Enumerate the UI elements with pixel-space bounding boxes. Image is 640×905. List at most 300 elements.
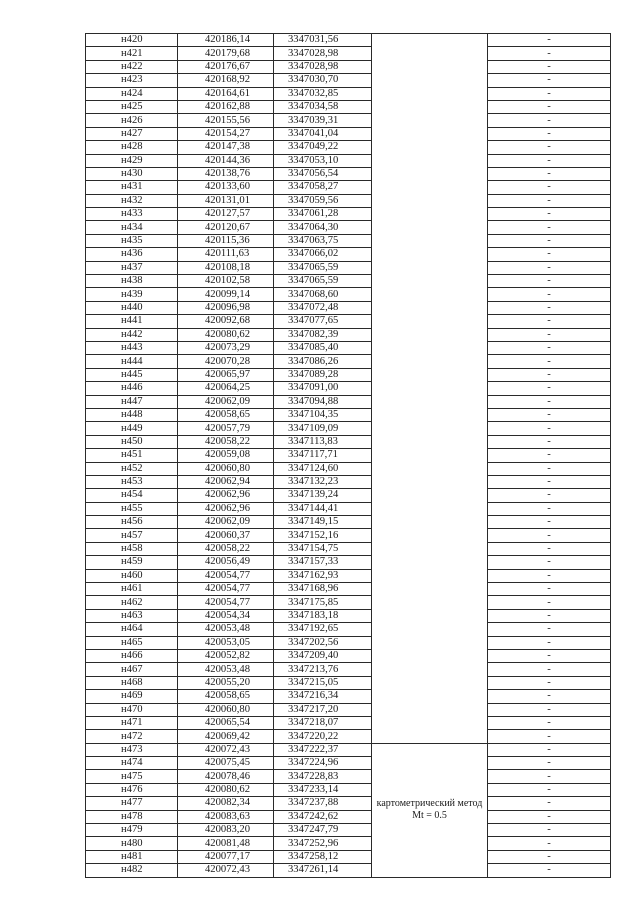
y-coordinate-cell: 3347028,98 xyxy=(274,60,372,73)
y-coordinate-cell: 3347117,71 xyxy=(274,449,372,462)
x-coordinate-cell: 420062,96 xyxy=(178,502,274,515)
accuracy-cell: - xyxy=(488,261,611,274)
accuracy-cell: - xyxy=(488,716,611,729)
accuracy-cell: - xyxy=(488,449,611,462)
table-row xyxy=(86,194,611,207)
accuracy-cell: - xyxy=(488,328,611,341)
accuracy-cell: - xyxy=(488,114,611,127)
y-coordinate-cell: 3347220,22 xyxy=(274,730,372,743)
y-coordinate-cell: 3347065,59 xyxy=(274,261,372,274)
y-coordinate-cell: 3347086,26 xyxy=(274,355,372,368)
y-coordinate-cell: 3347030,70 xyxy=(274,74,372,87)
table-row xyxy=(86,864,611,877)
accuracy-cell: - xyxy=(488,181,611,194)
accuracy-cell: - xyxy=(488,703,611,716)
x-coordinate-cell: 420078,46 xyxy=(178,770,274,783)
accuracy-cell: - xyxy=(488,234,611,247)
y-coordinate-cell: 3347175,85 xyxy=(274,596,372,609)
method-cell xyxy=(372,34,488,744)
x-coordinate-cell: 420054,34 xyxy=(178,609,274,622)
accuracy-cell: - xyxy=(488,596,611,609)
table-row xyxy=(86,181,611,194)
accuracy-cell: - xyxy=(488,315,611,328)
y-coordinate-cell: 3347218,07 xyxy=(274,716,372,729)
accuracy-cell: - xyxy=(488,194,611,207)
x-coordinate-cell: 420077,17 xyxy=(178,850,274,863)
point-name-cell: н434 xyxy=(86,221,178,234)
y-coordinate-cell: 3347077,65 xyxy=(274,315,372,328)
table-row xyxy=(86,154,611,167)
point-name-cell: н440 xyxy=(86,301,178,314)
y-coordinate-cell: 3347031,56 xyxy=(274,34,372,47)
point-name-cell: н477 xyxy=(86,797,178,810)
x-coordinate-cell: 420073,29 xyxy=(178,341,274,354)
y-coordinate-cell: 3347258,12 xyxy=(274,850,372,863)
accuracy-cell: - xyxy=(488,636,611,649)
y-coordinate-cell: 3347162,93 xyxy=(274,569,372,582)
accuracy-cell: - xyxy=(488,355,611,368)
point-name-cell: н463 xyxy=(86,609,178,622)
accuracy-cell: - xyxy=(488,127,611,140)
point-name-cell: н471 xyxy=(86,716,178,729)
x-coordinate-cell: 420072,43 xyxy=(178,743,274,756)
accuracy-cell: - xyxy=(488,810,611,823)
y-coordinate-cell: 3347192,65 xyxy=(274,623,372,636)
accuracy-cell: - xyxy=(488,275,611,288)
x-coordinate-cell: 420102,58 xyxy=(178,275,274,288)
point-name-cell: н474 xyxy=(86,757,178,770)
point-name-cell: н464 xyxy=(86,623,178,636)
point-name-cell: н482 xyxy=(86,864,178,877)
point-name-cell: н450 xyxy=(86,435,178,448)
point-name-cell: н451 xyxy=(86,449,178,462)
table-row xyxy=(86,475,611,488)
accuracy-cell: - xyxy=(488,529,611,542)
x-coordinate-cell: 420064,25 xyxy=(178,382,274,395)
table-row xyxy=(86,824,611,837)
x-coordinate-cell: 420133,60 xyxy=(178,181,274,194)
point-name-cell: н481 xyxy=(86,850,178,863)
accuracy-cell: - xyxy=(488,141,611,154)
point-name-cell: н425 xyxy=(86,100,178,113)
y-coordinate-cell: 3347063,75 xyxy=(274,234,372,247)
table-row xyxy=(86,288,611,301)
table-row xyxy=(86,797,611,810)
y-coordinate-cell: 3347154,75 xyxy=(274,542,372,555)
point-name-cell: н480 xyxy=(86,837,178,850)
y-coordinate-cell: 3347053,10 xyxy=(274,154,372,167)
x-coordinate-cell: 420062,96 xyxy=(178,489,274,502)
table-row xyxy=(86,208,611,221)
x-coordinate-cell: 420092,68 xyxy=(178,315,274,328)
point-name-cell: н428 xyxy=(86,141,178,154)
point-name-cell: н430 xyxy=(86,167,178,180)
accuracy-cell: - xyxy=(488,837,611,850)
point-name-cell: н478 xyxy=(86,810,178,823)
point-name-cell: н460 xyxy=(86,569,178,582)
table-row xyxy=(86,422,611,435)
point-name-cell: н445 xyxy=(86,368,178,381)
x-coordinate-cell: 420058,22 xyxy=(178,542,274,555)
x-coordinate-cell: 420054,77 xyxy=(178,583,274,596)
y-coordinate-cell: 3347215,05 xyxy=(274,676,372,689)
table-row xyxy=(86,395,611,408)
x-coordinate-cell: 420080,62 xyxy=(178,328,274,341)
point-name-cell: н426 xyxy=(86,114,178,127)
y-coordinate-cell: 3347085,40 xyxy=(274,341,372,354)
point-name-cell: н467 xyxy=(86,663,178,676)
table-row xyxy=(86,328,611,341)
accuracy-cell: - xyxy=(488,783,611,796)
table-row xyxy=(86,783,611,796)
x-coordinate-cell: 420055,20 xyxy=(178,676,274,689)
x-coordinate-cell: 420065,54 xyxy=(178,716,274,729)
table-row xyxy=(86,34,611,47)
table-row xyxy=(86,60,611,73)
point-name-cell: н427 xyxy=(86,127,178,140)
table-row xyxy=(86,810,611,823)
point-name-cell: н456 xyxy=(86,516,178,529)
x-coordinate-cell: 420154,27 xyxy=(178,127,274,140)
point-name-cell: н436 xyxy=(86,248,178,261)
x-coordinate-cell: 420096,98 xyxy=(178,301,274,314)
accuracy-cell: - xyxy=(488,743,611,756)
point-name-cell: н422 xyxy=(86,60,178,73)
accuracy-cell: - xyxy=(488,167,611,180)
point-name-cell: н433 xyxy=(86,208,178,221)
accuracy-cell: - xyxy=(488,208,611,221)
accuracy-cell: - xyxy=(488,663,611,676)
table-row xyxy=(86,100,611,113)
table-row xyxy=(86,609,611,622)
table-row xyxy=(86,141,611,154)
x-coordinate-cell: 420062,09 xyxy=(178,395,274,408)
table-row xyxy=(86,368,611,381)
y-coordinate-cell: 3347132,23 xyxy=(274,475,372,488)
point-name-cell: н472 xyxy=(86,730,178,743)
x-coordinate-cell: 420059,08 xyxy=(178,449,274,462)
accuracy-cell: - xyxy=(488,74,611,87)
table-row xyxy=(86,382,611,395)
point-name-cell: н431 xyxy=(86,181,178,194)
accuracy-cell: - xyxy=(488,100,611,113)
x-coordinate-cell: 420056,49 xyxy=(178,556,274,569)
x-coordinate-cell: 420072,43 xyxy=(178,864,274,877)
x-coordinate-cell: 420053,48 xyxy=(178,663,274,676)
table-row xyxy=(86,248,611,261)
x-coordinate-cell: 420075,45 xyxy=(178,757,274,770)
y-coordinate-cell: 3347041,04 xyxy=(274,127,372,140)
accuracy-cell: - xyxy=(488,489,611,502)
point-name-cell: н475 xyxy=(86,770,178,783)
x-coordinate-cell: 420147,38 xyxy=(178,141,274,154)
accuracy-cell: - xyxy=(488,850,611,863)
table-row xyxy=(86,489,611,502)
x-coordinate-cell: 420069,42 xyxy=(178,730,274,743)
x-coordinate-cell: 420111,63 xyxy=(178,248,274,261)
accuracy-cell: - xyxy=(488,395,611,408)
accuracy-cell: - xyxy=(488,47,611,60)
accuracy-cell: - xyxy=(488,676,611,689)
x-coordinate-cell: 420083,63 xyxy=(178,810,274,823)
point-name-cell: н469 xyxy=(86,690,178,703)
y-coordinate-cell: 3347109,09 xyxy=(274,422,372,435)
accuracy-cell: - xyxy=(488,623,611,636)
table-row xyxy=(86,355,611,368)
x-coordinate-cell: 420083,20 xyxy=(178,824,274,837)
table-row xyxy=(86,623,611,636)
point-name-cell: н442 xyxy=(86,328,178,341)
y-coordinate-cell: 3347242,62 xyxy=(274,810,372,823)
table-row xyxy=(86,837,611,850)
table-row xyxy=(86,341,611,354)
y-coordinate-cell: 3347066,02 xyxy=(274,248,372,261)
table-row xyxy=(86,449,611,462)
point-name-cell: н479 xyxy=(86,824,178,837)
point-name-cell: н457 xyxy=(86,529,178,542)
y-coordinate-cell: 3347183,18 xyxy=(274,609,372,622)
table-row xyxy=(86,649,611,662)
accuracy-cell: - xyxy=(488,824,611,837)
point-name-cell: н424 xyxy=(86,87,178,100)
accuracy-cell: - xyxy=(488,609,611,622)
y-coordinate-cell: 3347228,83 xyxy=(274,770,372,783)
point-name-cell: н452 xyxy=(86,462,178,475)
table-row xyxy=(86,542,611,555)
x-coordinate-cell: 420164,61 xyxy=(178,87,274,100)
point-name-cell: н454 xyxy=(86,489,178,502)
x-coordinate-cell: 420179,68 xyxy=(178,47,274,60)
point-name-cell: н461 xyxy=(86,583,178,596)
accuracy-cell: - xyxy=(488,154,611,167)
point-name-cell: н449 xyxy=(86,422,178,435)
y-coordinate-cell: 3347261,14 xyxy=(274,864,372,877)
y-coordinate-cell: 3347252,96 xyxy=(274,837,372,850)
accuracy-cell: - xyxy=(488,422,611,435)
table-row xyxy=(86,87,611,100)
y-coordinate-cell: 3347064,30 xyxy=(274,221,372,234)
y-coordinate-cell: 3347094,88 xyxy=(274,395,372,408)
point-name-cell: н446 xyxy=(86,382,178,395)
table-row xyxy=(86,261,611,274)
point-name-cell: н465 xyxy=(86,636,178,649)
x-coordinate-cell: 420058,65 xyxy=(178,690,274,703)
y-coordinate-cell: 3347144,41 xyxy=(274,502,372,515)
accuracy-cell: - xyxy=(488,87,611,100)
table-row xyxy=(86,596,611,609)
y-coordinate-cell: 3347091,00 xyxy=(274,382,372,395)
accuracy-cell: - xyxy=(488,569,611,582)
point-name-cell: н466 xyxy=(86,649,178,662)
x-coordinate-cell: 420053,05 xyxy=(178,636,274,649)
point-name-cell: н448 xyxy=(86,408,178,421)
y-coordinate-cell: 3347157,33 xyxy=(274,556,372,569)
accuracy-cell: - xyxy=(488,221,611,234)
point-name-cell: н432 xyxy=(86,194,178,207)
accuracy-cell: - xyxy=(488,288,611,301)
y-coordinate-cell: 3347065,59 xyxy=(274,275,372,288)
x-coordinate-cell: 420070,28 xyxy=(178,355,274,368)
point-name-cell: н437 xyxy=(86,261,178,274)
table-row xyxy=(86,74,611,87)
accuracy-cell: - xyxy=(488,408,611,421)
x-coordinate-cell: 420054,77 xyxy=(178,596,274,609)
x-coordinate-cell: 420060,80 xyxy=(178,703,274,716)
accuracy-cell: - xyxy=(488,435,611,448)
accuracy-cell: - xyxy=(488,649,611,662)
x-coordinate-cell: 420062,09 xyxy=(178,516,274,529)
accuracy-cell: - xyxy=(488,690,611,703)
x-coordinate-cell: 420081,48 xyxy=(178,837,274,850)
point-name-cell: н458 xyxy=(86,542,178,555)
x-coordinate-cell: 420052,82 xyxy=(178,649,274,662)
point-name-cell: н470 xyxy=(86,703,178,716)
x-coordinate-cell: 420065,97 xyxy=(178,368,274,381)
x-coordinate-cell: 420144,36 xyxy=(178,154,274,167)
y-coordinate-cell: 3347089,28 xyxy=(274,368,372,381)
accuracy-cell: - xyxy=(488,502,611,515)
accuracy-cell: - xyxy=(488,475,611,488)
y-coordinate-cell: 3347217,20 xyxy=(274,703,372,716)
x-coordinate-cell: 420058,65 xyxy=(178,408,274,421)
x-coordinate-cell: 420054,77 xyxy=(178,569,274,582)
x-coordinate-cell: 420060,80 xyxy=(178,462,274,475)
point-name-cell: н468 xyxy=(86,676,178,689)
y-coordinate-cell: 3347072,48 xyxy=(274,301,372,314)
x-coordinate-cell: 420115,36 xyxy=(178,234,274,247)
table-row xyxy=(86,850,611,863)
point-name-cell: н443 xyxy=(86,341,178,354)
y-coordinate-cell: 3347034,58 xyxy=(274,100,372,113)
table-row xyxy=(86,435,611,448)
y-coordinate-cell: 3347032,85 xyxy=(274,87,372,100)
point-name-cell: н423 xyxy=(86,74,178,87)
y-coordinate-cell: 3347104,35 xyxy=(274,408,372,421)
accuracy-cell: - xyxy=(488,368,611,381)
accuracy-cell: - xyxy=(488,583,611,596)
y-coordinate-cell: 3347222,37 xyxy=(274,743,372,756)
y-coordinate-cell: 3347209,40 xyxy=(274,649,372,662)
x-coordinate-cell: 420168,92 xyxy=(178,74,274,87)
y-coordinate-cell: 3347216,34 xyxy=(274,690,372,703)
accuracy-cell: - xyxy=(488,60,611,73)
table-row xyxy=(86,676,611,689)
point-name-cell: н455 xyxy=(86,502,178,515)
point-name-cell: н439 xyxy=(86,288,178,301)
table-row xyxy=(86,114,611,127)
accuracy-cell: - xyxy=(488,797,611,810)
x-coordinate-cell: 420060,37 xyxy=(178,529,274,542)
table-row xyxy=(86,743,611,756)
y-coordinate-cell: 3347082,39 xyxy=(274,328,372,341)
y-coordinate-cell: 3347113,83 xyxy=(274,435,372,448)
point-name-cell: н444 xyxy=(86,355,178,368)
x-coordinate-cell: 420108,18 xyxy=(178,261,274,274)
y-coordinate-cell: 3347213,76 xyxy=(274,663,372,676)
table-row xyxy=(86,127,611,140)
accuracy-cell: - xyxy=(488,757,611,770)
x-coordinate-cell: 420082,34 xyxy=(178,797,274,810)
table-row xyxy=(86,167,611,180)
x-coordinate-cell: 420053,48 xyxy=(178,623,274,636)
x-coordinate-cell: 420120,67 xyxy=(178,221,274,234)
accuracy-cell: - xyxy=(488,462,611,475)
table-row xyxy=(86,770,611,783)
table-row xyxy=(86,516,611,529)
table-row xyxy=(86,730,611,743)
y-coordinate-cell: 3347056,54 xyxy=(274,167,372,180)
x-coordinate-cell: 420099,14 xyxy=(178,288,274,301)
x-coordinate-cell: 420155,56 xyxy=(178,114,274,127)
accuracy-cell: - xyxy=(488,556,611,569)
point-name-cell: н459 xyxy=(86,556,178,569)
y-coordinate-cell: 3347058,27 xyxy=(274,181,372,194)
table-row xyxy=(86,502,611,515)
accuracy-cell: - xyxy=(488,34,611,47)
y-coordinate-cell: 3347139,24 xyxy=(274,489,372,502)
y-coordinate-cell: 3347168,96 xyxy=(274,583,372,596)
accuracy-cell: - xyxy=(488,730,611,743)
coordinates-table xyxy=(85,33,611,878)
y-coordinate-cell: 3347224,96 xyxy=(274,757,372,770)
point-name-cell: н438 xyxy=(86,275,178,288)
point-name-cell: н476 xyxy=(86,783,178,796)
point-name-cell: н453 xyxy=(86,475,178,488)
table-row xyxy=(86,47,611,60)
table-row xyxy=(86,315,611,328)
x-coordinate-cell: 420127,57 xyxy=(178,208,274,221)
accuracy-cell: - xyxy=(488,248,611,261)
method-cell: картометрический метод Mt = 0.5 xyxy=(372,743,488,877)
y-coordinate-cell: 3347028,98 xyxy=(274,47,372,60)
table-row xyxy=(86,301,611,314)
point-name-cell: н473 xyxy=(86,743,178,756)
y-coordinate-cell: 3347049,22 xyxy=(274,141,372,154)
accuracy-cell: - xyxy=(488,301,611,314)
point-name-cell: н462 xyxy=(86,596,178,609)
table-row xyxy=(86,569,611,582)
accuracy-cell: - xyxy=(488,341,611,354)
y-coordinate-cell: 3347059,56 xyxy=(274,194,372,207)
x-coordinate-cell: 420057,79 xyxy=(178,422,274,435)
x-coordinate-cell: 420176,67 xyxy=(178,60,274,73)
coordinates-table-body xyxy=(86,34,611,878)
table-row xyxy=(86,275,611,288)
y-coordinate-cell: 3347061,28 xyxy=(274,208,372,221)
point-name-cell: н421 xyxy=(86,47,178,60)
table-row xyxy=(86,529,611,542)
accuracy-cell: - xyxy=(488,382,611,395)
point-name-cell: н420 xyxy=(86,34,178,47)
table-row xyxy=(86,690,611,703)
accuracy-cell: - xyxy=(488,770,611,783)
y-coordinate-cell: 3347237,88 xyxy=(274,797,372,810)
table-row xyxy=(86,408,611,421)
point-name-cell: н435 xyxy=(86,234,178,247)
table-row xyxy=(86,663,611,676)
accuracy-cell: - xyxy=(488,516,611,529)
table-row xyxy=(86,583,611,596)
y-coordinate-cell: 3347039,31 xyxy=(274,114,372,127)
x-coordinate-cell: 420062,94 xyxy=(178,475,274,488)
y-coordinate-cell: 3347247,79 xyxy=(274,824,372,837)
point-name-cell: н447 xyxy=(86,395,178,408)
table-row xyxy=(86,462,611,475)
table-row xyxy=(86,636,611,649)
y-coordinate-cell: 3347149,15 xyxy=(274,516,372,529)
y-coordinate-cell: 3347124,60 xyxy=(274,462,372,475)
y-coordinate-cell: 3347152,16 xyxy=(274,529,372,542)
